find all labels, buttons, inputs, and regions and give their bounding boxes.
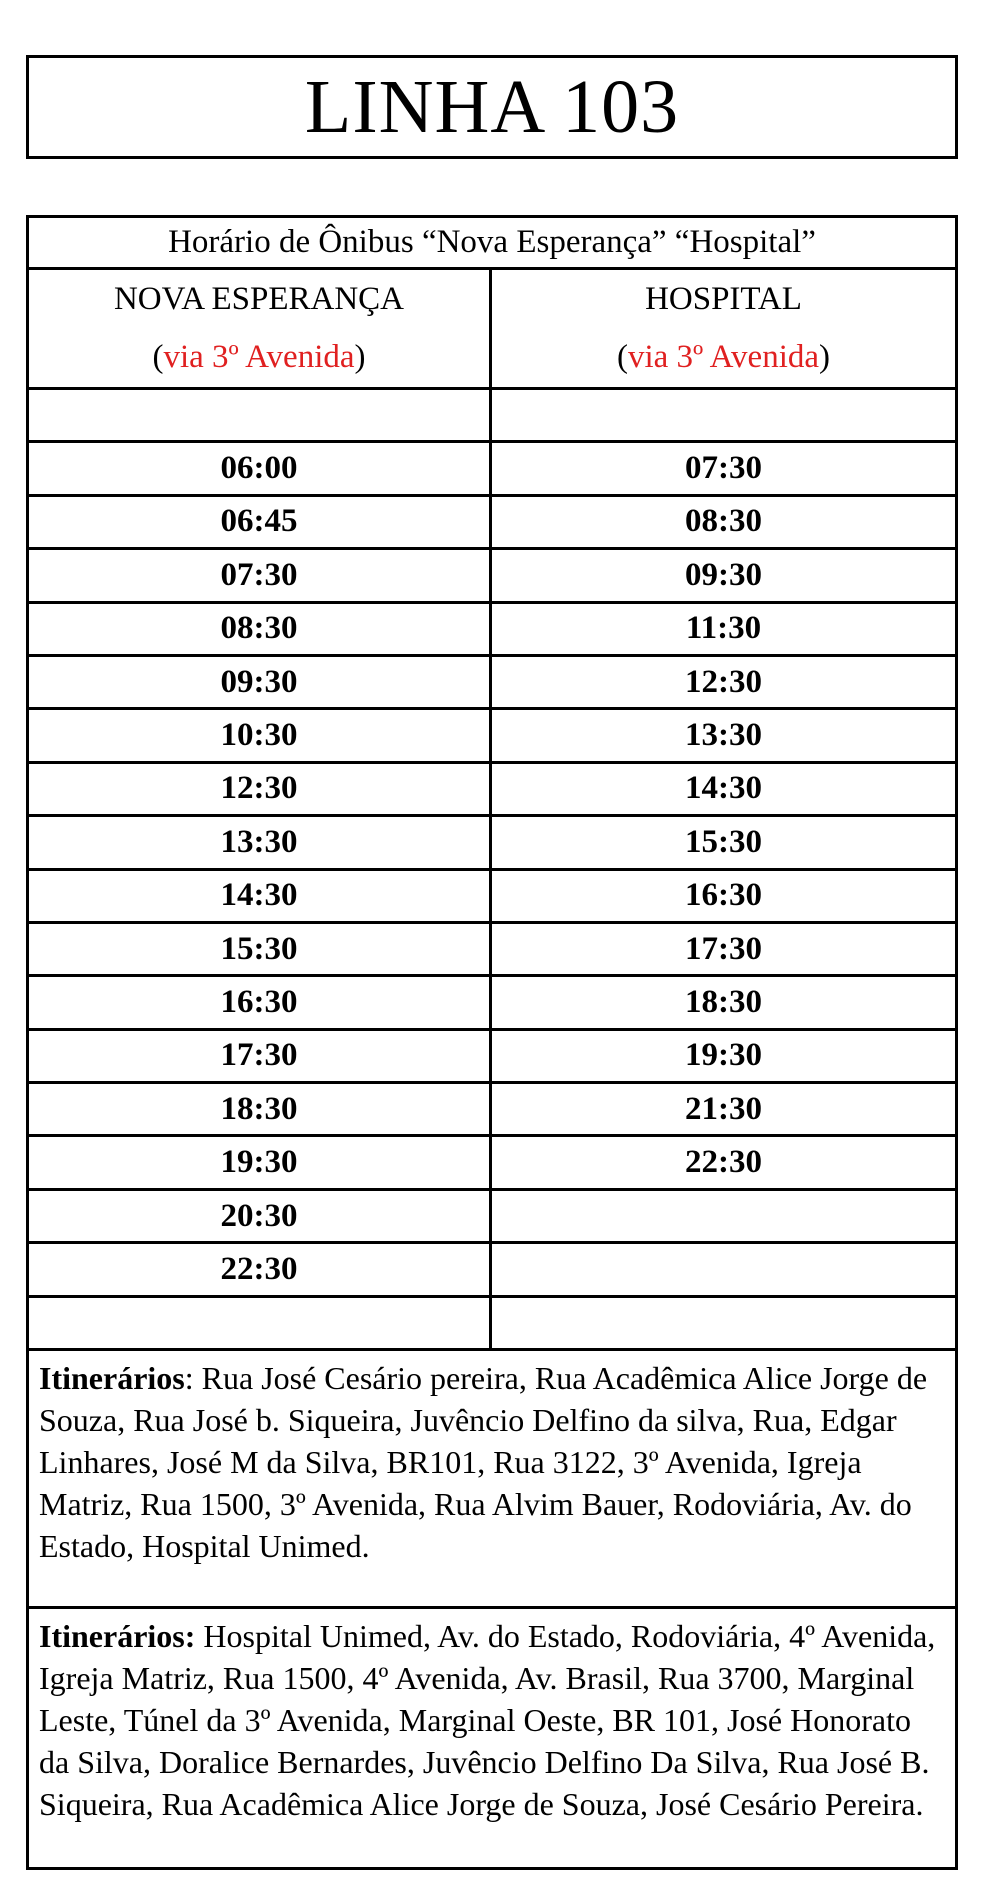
table-row xyxy=(29,817,955,870)
table-row xyxy=(29,604,955,657)
schedule-header: Horário de Ônibus “Nova Esperança” “Hospital” xyxy=(29,218,955,270)
schedule-table xyxy=(26,215,958,1870)
time-cell-hospital xyxy=(492,390,955,440)
time-cell-hospital xyxy=(492,1244,955,1294)
table-row xyxy=(29,871,955,924)
time-cell-nova-esperanca xyxy=(29,390,492,440)
time-cell-nova-esperanca: 06:45 xyxy=(29,497,492,547)
table-row xyxy=(29,1031,955,1084)
time-cell-nova-esperanca: 07:30 xyxy=(29,550,492,600)
column-name: NOVA ESPERANÇA xyxy=(113,281,405,317)
table-row xyxy=(29,657,955,710)
time-cell-nova-esperanca: 09:30 xyxy=(29,657,492,707)
time-cell-nova-esperanca: 10:30 xyxy=(29,710,492,760)
table-row xyxy=(29,390,955,443)
column-header-hospital xyxy=(492,270,955,387)
table-row xyxy=(29,1137,955,1190)
table-row xyxy=(29,1244,955,1297)
time-cell-nova-esperanca: 20:30 xyxy=(29,1191,492,1241)
itinerary-text: Rua José Cesário pereira, Rua Acadêmica Alice Jorge de Souza, Rua José b. Siqueira, Juvêncio Delfino da silva, Rua, Edgar Linhares, José M da Silva, BR101, Rua 3122, 3º Avenida, Igreja Matriz, Rua 1500, 3º Avenida, Rua Alvim Bauer, Rodoviária, Av. do Estado, Hospital Unimed. xyxy=(39,1360,928,1565)
table-row xyxy=(29,1084,955,1137)
time-cell-hospital: 08:30 xyxy=(685,503,762,540)
time-cell-nova-esperanca: 12:30 xyxy=(29,764,492,814)
table-row xyxy=(29,764,955,817)
column-headers xyxy=(29,270,955,390)
time-cell-nova-esperanca: 22:30 xyxy=(29,1244,492,1294)
itinerary-label: Itinerários xyxy=(39,1360,185,1397)
time-cell-nova-esperanca xyxy=(29,1298,492,1348)
time-cell-hospital: 17:30 xyxy=(685,930,762,967)
table-row xyxy=(29,710,955,763)
time-cell-nova-esperanca: 19:30 xyxy=(29,1137,492,1187)
itinerary-separator: : xyxy=(184,1360,194,1397)
time-cell-hospital: 21:30 xyxy=(685,1090,762,1127)
column-header-nova-esperanca xyxy=(29,270,492,387)
table-row xyxy=(29,497,955,550)
time-cell-hospital: 11:30 xyxy=(685,610,762,647)
time-cell-hospital: 16:30 xyxy=(685,877,762,914)
table-row xyxy=(29,550,955,603)
time-cell-hospital: 07:30 xyxy=(685,450,762,487)
page-title: LINHA 103 xyxy=(304,65,680,149)
route-via: (via 3º Avenida) xyxy=(616,339,831,375)
time-cell-hospital: 14:30 xyxy=(685,770,762,807)
time-cell-hospital: 09:30 xyxy=(685,556,762,593)
column-name: HOSPITAL xyxy=(645,281,802,317)
time-cell-nova-esperanca: 08:30 xyxy=(29,604,492,654)
time-rows xyxy=(29,390,955,1351)
time-cell-hospital: 18:30 xyxy=(685,983,762,1020)
time-cell-hospital: 15:30 xyxy=(685,823,762,860)
time-cell-hospital: 22:30 xyxy=(685,1144,762,1181)
table-row xyxy=(29,1191,955,1244)
itinerary-return xyxy=(29,1609,955,1867)
time-cell-hospital: 12:30 xyxy=(685,663,762,700)
time-cell-hospital xyxy=(492,1298,955,1348)
time-cell-nova-esperanca: 06:00 xyxy=(29,443,492,493)
time-cell-hospital xyxy=(492,1191,955,1241)
time-cell-nova-esperanca: 15:30 xyxy=(29,924,492,974)
itinerary-outbound xyxy=(29,1351,955,1609)
itinerary-label: Itinerários: xyxy=(39,1618,196,1655)
time-cell-hospital: 19:30 xyxy=(685,1037,762,1074)
time-cell-nova-esperanca: 13:30 xyxy=(29,817,492,867)
time-cell-nova-esperanca: 14:30 xyxy=(29,871,492,921)
itinerary-text: Hospital Unimed, Av. do Estado, Rodoviária, 4º Avenida, Igreja Matriz, Rua 1500, 4º Avenida, Av. Brasil, Rua 3700, Marginal Leste, Túnel da 3º Avenida, Marginal Oeste, BR 101, José Honorato da Silva, Doralice Bernardes, Juvêncio Delfino Da Silva, Rua José B. Siqueira, Rua Acadêmica Alice Jorge de Souza, José Cesário Pereira. xyxy=(39,1618,936,1823)
table-row xyxy=(29,1298,955,1351)
time-cell-hospital: 13:30 xyxy=(685,717,762,754)
table-row xyxy=(29,924,955,977)
title-box xyxy=(26,55,958,159)
time-cell-nova-esperanca: 17:30 xyxy=(29,1031,492,1081)
route-via: (via 3º Avenida) xyxy=(152,339,366,375)
table-row xyxy=(29,443,955,496)
table-row xyxy=(29,977,955,1030)
time-cell-nova-esperanca: 18:30 xyxy=(29,1084,492,1134)
time-cell-nova-esperanca: 16:30 xyxy=(29,977,492,1027)
